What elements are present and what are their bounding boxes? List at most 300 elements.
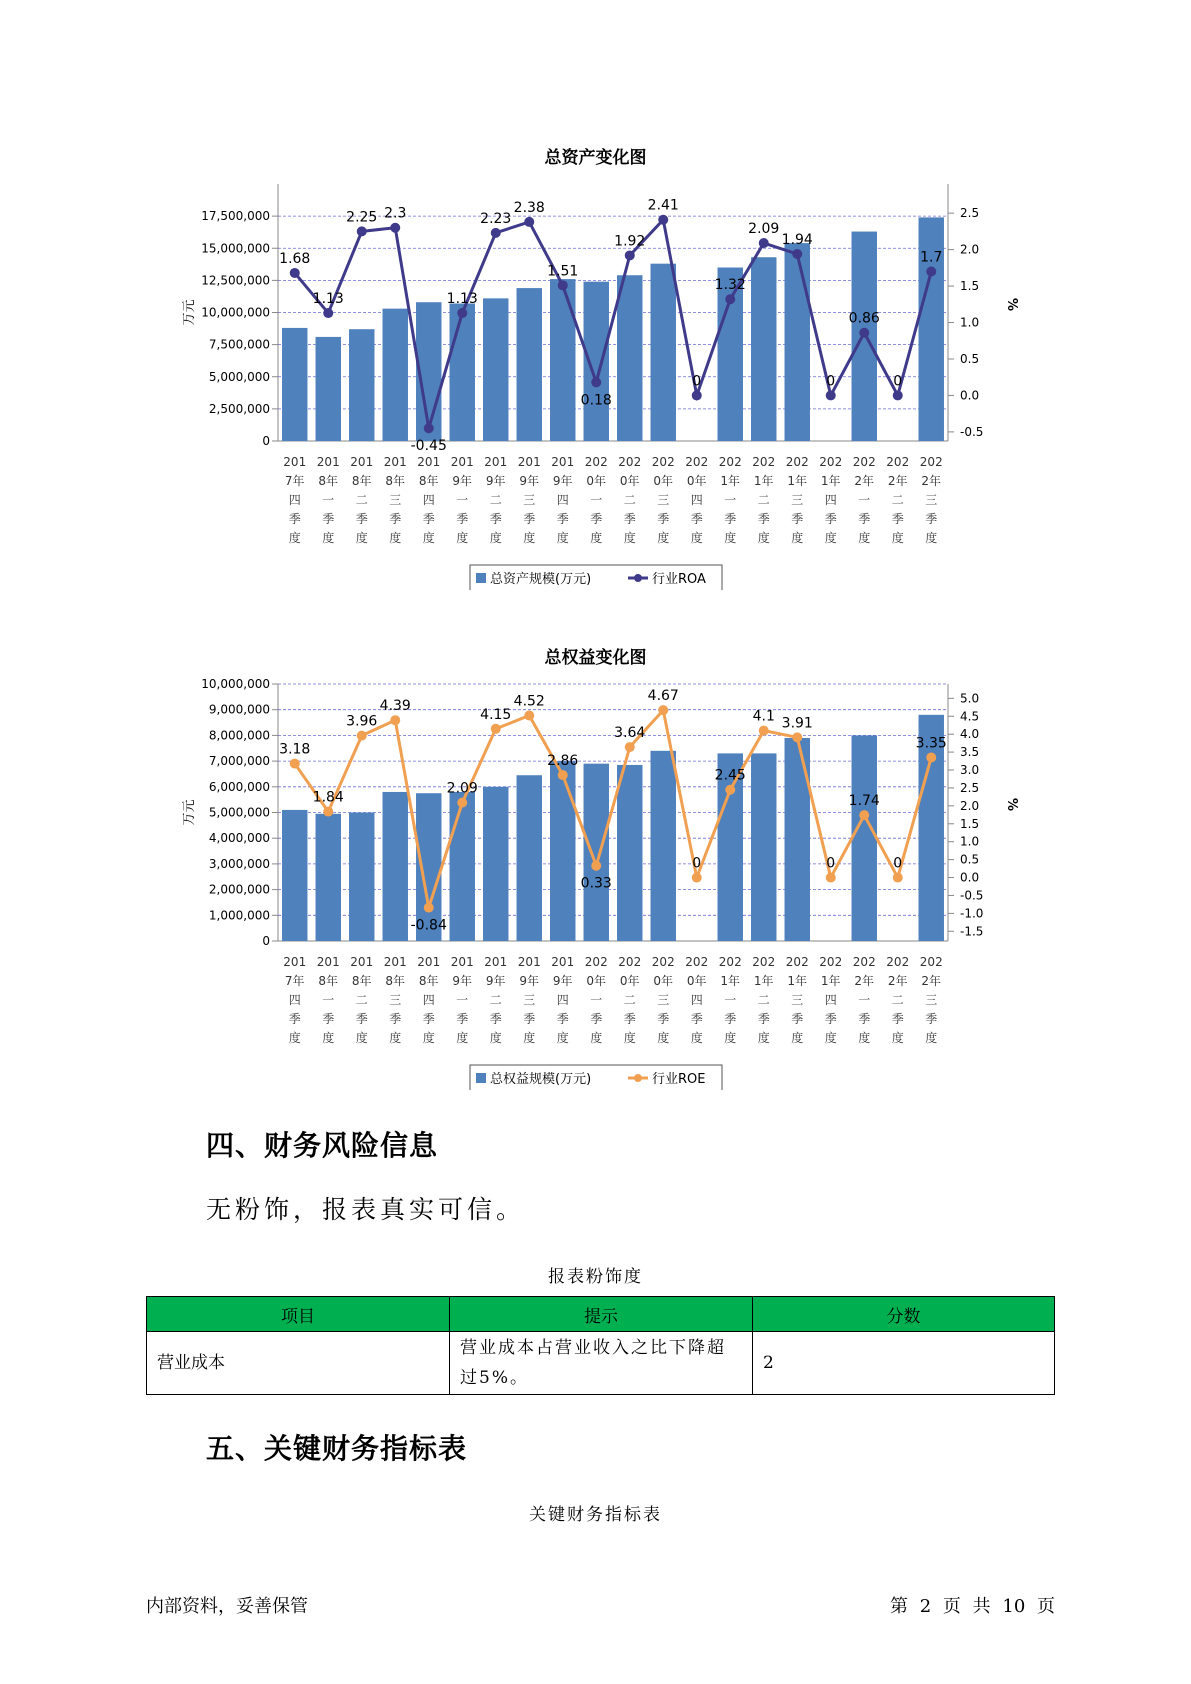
x-tick-label: 1年 bbox=[820, 974, 841, 988]
bar bbox=[349, 329, 374, 441]
y2-tick-label: 5.0 bbox=[960, 691, 980, 706]
x-tick-label: 度 bbox=[489, 531, 502, 545]
x-tick-label: 季 bbox=[322, 512, 335, 526]
header-hint: 提示 bbox=[450, 1297, 753, 1332]
line-point bbox=[390, 223, 400, 233]
x-tick-label: 202 bbox=[819, 455, 843, 469]
bar bbox=[349, 813, 374, 942]
x-tick-label: 9年 bbox=[452, 474, 473, 488]
data-label: 1.94 bbox=[781, 231, 813, 248]
x-tick-label: 202 bbox=[651, 455, 675, 469]
y2-tick-label: 4.0 bbox=[960, 727, 980, 742]
x-tick-label: 三 bbox=[791, 993, 804, 1007]
legend-line-marker bbox=[634, 574, 642, 582]
x-tick-label: 季 bbox=[891, 512, 904, 526]
x-tick-label: 1年 bbox=[720, 974, 741, 988]
x-tick-label: 9年 bbox=[519, 474, 540, 488]
data-label: 1.51 bbox=[547, 263, 579, 280]
x-tick-label: 201 bbox=[283, 455, 307, 469]
cell-score: 2 bbox=[753, 1332, 1055, 1395]
y2-tick-label: -1.5 bbox=[960, 924, 984, 939]
line-point bbox=[792, 732, 802, 742]
x-tick-label: 202 bbox=[584, 955, 608, 969]
x-tick-label: 201 bbox=[383, 955, 407, 969]
x-tick-label: 202 bbox=[886, 955, 910, 969]
x-tick-label: 季 bbox=[389, 512, 402, 526]
data-label: 1.13 bbox=[312, 291, 344, 308]
x-tick-label: 度 bbox=[791, 531, 804, 545]
data-label: -0.45 bbox=[410, 438, 447, 455]
line-point bbox=[591, 861, 601, 871]
y2-tick-label: 3.0 bbox=[960, 763, 980, 778]
y2-tick-label: 3.5 bbox=[960, 745, 980, 760]
line-point bbox=[725, 294, 735, 304]
x-tick-label: 二 bbox=[489, 493, 502, 507]
y-tick-label: 6,000,000 bbox=[208, 779, 270, 794]
bar bbox=[316, 337, 341, 441]
line-point bbox=[524, 711, 534, 721]
x-tick-label: 度 bbox=[288, 1031, 301, 1045]
line-point bbox=[558, 280, 568, 290]
x-tick-label: 季 bbox=[858, 1012, 871, 1026]
data-label: 0 bbox=[893, 373, 903, 390]
line-point bbox=[457, 308, 467, 318]
bar bbox=[584, 282, 609, 441]
x-tick-label: 1年 bbox=[753, 974, 774, 988]
x-tick-label: 三 bbox=[523, 993, 536, 1007]
x-tick-label: 季 bbox=[925, 512, 938, 526]
x-tick-label: 202 bbox=[785, 455, 809, 469]
x-tick-label: 季 bbox=[925, 1012, 938, 1026]
line-point bbox=[859, 328, 869, 338]
x-tick-label: 二 bbox=[891, 493, 904, 507]
data-label: 4.67 bbox=[647, 688, 679, 705]
key-metrics-caption: 关键财务指标表 bbox=[529, 1505, 662, 1525]
bar bbox=[617, 275, 642, 441]
y2-tick-label: 1.0 bbox=[960, 834, 980, 849]
x-tick-label: 度 bbox=[355, 1031, 368, 1045]
x-tick-label: 202 bbox=[785, 955, 809, 969]
x-tick-label: 9年 bbox=[485, 974, 506, 988]
data-label: 4.1 bbox=[752, 708, 775, 725]
line-point bbox=[692, 390, 702, 400]
x-tick-label: 一 bbox=[724, 993, 737, 1007]
x-tick-label: 0年 bbox=[686, 974, 707, 988]
x-tick-label: 度 bbox=[724, 1031, 737, 1045]
x-tick-label: 度 bbox=[824, 1031, 837, 1045]
x-tick-label: 三 bbox=[657, 493, 670, 507]
x-tick-label: 度 bbox=[824, 531, 837, 545]
x-tick-label: 8年 bbox=[351, 474, 372, 488]
x-tick-label: 201 bbox=[316, 455, 340, 469]
y-tick-label: 7,500,000 bbox=[208, 337, 270, 352]
y2-tick-label: 2.5 bbox=[960, 780, 980, 795]
x-tick-label: 度 bbox=[858, 531, 871, 545]
bar bbox=[550, 279, 575, 441]
x-tick-label: 8年 bbox=[318, 974, 339, 988]
y2-tick-label: 0.0 bbox=[960, 870, 980, 885]
data-label: 2.3 bbox=[384, 205, 407, 222]
x-tick-label: 季 bbox=[322, 1012, 335, 1026]
x-tick-label: 1年 bbox=[787, 974, 808, 988]
bar bbox=[450, 304, 475, 441]
line-point bbox=[893, 390, 903, 400]
x-tick-label: 9年 bbox=[519, 974, 540, 988]
x-tick-label: 四 bbox=[824, 493, 837, 507]
line-point bbox=[926, 752, 936, 762]
line-point bbox=[424, 423, 434, 433]
x-tick-label: 度 bbox=[456, 1031, 469, 1045]
x-tick-label: 四 bbox=[690, 493, 703, 507]
x-tick-label: 8年 bbox=[385, 474, 406, 488]
x-tick-label: 季 bbox=[456, 1012, 469, 1026]
x-tick-label: 季 bbox=[657, 1012, 670, 1026]
x-tick-label: 三 bbox=[791, 493, 804, 507]
x-tick-label: 8年 bbox=[385, 974, 406, 988]
data-label: 0 bbox=[692, 855, 702, 872]
x-tick-label: 三 bbox=[389, 993, 402, 1007]
y-tick-label: 12,500,000 bbox=[201, 273, 270, 288]
x-tick-label: 0年 bbox=[653, 974, 674, 988]
x-tick-label: 三 bbox=[523, 493, 536, 507]
data-label: 1.92 bbox=[614, 233, 646, 250]
y2-tick-label: 0.5 bbox=[960, 351, 980, 366]
x-tick-label: 度 bbox=[590, 1031, 603, 1045]
x-tick-label: 度 bbox=[489, 1031, 502, 1045]
x-tick-label: 度 bbox=[590, 531, 603, 545]
header-item: 项目 bbox=[147, 1297, 450, 1332]
x-tick-label: 202 bbox=[718, 455, 742, 469]
data-label: 2.09 bbox=[748, 221, 780, 238]
x-tick-label: 201 bbox=[484, 955, 508, 969]
line-point bbox=[290, 759, 300, 769]
x-tick-label: 度 bbox=[355, 531, 368, 545]
x-tick-label: 度 bbox=[657, 531, 670, 545]
x-tick-label: 季 bbox=[757, 512, 770, 526]
bar bbox=[483, 787, 508, 941]
y-tick-label: 17,500,000 bbox=[201, 209, 270, 224]
x-tick-label: 一 bbox=[322, 993, 335, 1007]
line-point bbox=[290, 268, 300, 278]
line-point bbox=[323, 308, 333, 318]
y2-tick-label: 2.0 bbox=[960, 242, 980, 257]
chart1-title: 总资产变化图 bbox=[544, 148, 647, 168]
y2-tick-label: -0.5 bbox=[960, 888, 984, 903]
y-tick-label: 0 bbox=[262, 934, 270, 948]
x-tick-label: 1年 bbox=[787, 474, 808, 488]
y-tick-label: 5,000,000 bbox=[208, 369, 270, 384]
x-tick-label: 201 bbox=[283, 955, 307, 969]
line-point bbox=[893, 873, 903, 883]
line-point bbox=[826, 873, 836, 883]
y-axis-label: 万元 bbox=[182, 799, 197, 826]
x-tick-label: 度 bbox=[623, 531, 636, 545]
x-tick-label: 度 bbox=[322, 531, 335, 545]
bar bbox=[316, 814, 341, 941]
x-tick-label: 度 bbox=[322, 1031, 335, 1045]
line-point bbox=[491, 228, 501, 238]
legend-bar-swatch bbox=[476, 1073, 486, 1083]
y2-tick-label: 0.5 bbox=[960, 852, 980, 867]
data-label: -0.84 bbox=[410, 917, 447, 934]
data-label: 2.09 bbox=[446, 780, 478, 797]
x-tick-label: 二 bbox=[623, 993, 636, 1007]
x-tick-label: 度 bbox=[456, 531, 469, 545]
y2-axis-label: % bbox=[1004, 297, 1019, 312]
data-label: 4.39 bbox=[379, 698, 411, 715]
x-tick-label: 201 bbox=[450, 455, 474, 469]
x-tick-label: 一 bbox=[590, 993, 603, 1007]
bar bbox=[282, 328, 307, 441]
x-tick-label: 201 bbox=[484, 455, 508, 469]
y-tick-label: 3,000,000 bbox=[208, 856, 270, 871]
x-tick-label: 202 bbox=[618, 955, 642, 969]
x-tick-label: 季 bbox=[824, 512, 837, 526]
line-point bbox=[390, 715, 400, 725]
x-tick-label: 四 bbox=[690, 993, 703, 1007]
x-tick-label: 2年 bbox=[887, 474, 908, 488]
x-tick-label: 201 bbox=[450, 955, 474, 969]
bar bbox=[651, 264, 676, 441]
bar bbox=[852, 735, 877, 941]
y2-tick-label: 1.0 bbox=[960, 315, 980, 330]
x-tick-label: 季 bbox=[556, 1012, 569, 1026]
y-tick-label: 5,000,000 bbox=[208, 805, 270, 820]
x-tick-label: 四 bbox=[824, 993, 837, 1007]
line-point bbox=[457, 798, 467, 808]
header-score: 分数 bbox=[753, 1297, 1055, 1332]
x-tick-label: 201 bbox=[417, 455, 441, 469]
x-tick-label: 201 bbox=[316, 955, 340, 969]
x-tick-label: 度 bbox=[389, 1031, 402, 1045]
x-tick-label: 度 bbox=[757, 1031, 770, 1045]
x-tick-label: 9年 bbox=[485, 474, 506, 488]
x-tick-label: 2年 bbox=[854, 974, 875, 988]
footer-confidential: 内部资料，妥善保管 bbox=[146, 1596, 308, 1617]
data-label: 0 bbox=[893, 855, 903, 872]
data-label: 1.32 bbox=[714, 277, 746, 294]
x-tick-label: 季 bbox=[288, 1012, 301, 1026]
x-tick-label: 季 bbox=[690, 1012, 703, 1026]
x-tick-label: 二 bbox=[355, 993, 368, 1007]
x-tick-label: 季 bbox=[724, 1012, 737, 1026]
y-tick-label: 2,000,000 bbox=[208, 882, 270, 897]
line-point bbox=[323, 807, 333, 817]
data-label: 4.15 bbox=[480, 706, 512, 723]
x-tick-label: 季 bbox=[623, 1012, 636, 1026]
x-tick-label: 季 bbox=[523, 1012, 536, 1026]
x-tick-label: 季 bbox=[422, 1012, 435, 1026]
legend-line-marker bbox=[634, 1074, 642, 1082]
x-tick-label: 度 bbox=[724, 531, 737, 545]
y2-axis-label: % bbox=[1004, 797, 1019, 812]
x-tick-label: 202 bbox=[651, 955, 675, 969]
x-tick-label: 度 bbox=[556, 531, 569, 545]
line-point bbox=[591, 377, 601, 387]
x-tick-label: 季 bbox=[355, 1012, 368, 1026]
bar bbox=[450, 792, 475, 941]
y2-tick-label: 0.0 bbox=[960, 388, 980, 403]
line-point bbox=[524, 217, 534, 227]
x-tick-label: 202 bbox=[718, 955, 742, 969]
y-tick-label: 10,000,000 bbox=[201, 305, 270, 320]
y2-tick-label: 1.5 bbox=[960, 279, 980, 294]
total-assets-chart bbox=[0, 170, 1191, 590]
x-tick-label: 201 bbox=[417, 955, 441, 969]
line-point bbox=[826, 390, 836, 400]
bar bbox=[651, 751, 676, 941]
x-tick-label: 1年 bbox=[753, 474, 774, 488]
section4-heading: 四、财务风险信息 bbox=[206, 1129, 439, 1162]
x-tick-label: 季 bbox=[657, 512, 670, 526]
line-point bbox=[491, 724, 501, 734]
line-point bbox=[357, 226, 367, 236]
x-tick-label: 一 bbox=[724, 493, 737, 507]
line-point bbox=[424, 903, 434, 913]
x-tick-label: 三 bbox=[925, 493, 938, 507]
x-tick-label: 季 bbox=[791, 512, 804, 526]
x-tick-label: 季 bbox=[623, 512, 636, 526]
legend-line-label: 行业ROA bbox=[652, 572, 706, 587]
y-tick-label: 1,000,000 bbox=[208, 908, 270, 923]
bar bbox=[584, 764, 609, 941]
x-tick-label: 季 bbox=[824, 1012, 837, 1026]
x-tick-label: 7年 bbox=[284, 974, 305, 988]
line-point bbox=[859, 810, 869, 820]
data-label: 1.74 bbox=[848, 793, 880, 810]
x-tick-label: 度 bbox=[389, 531, 402, 545]
line-point bbox=[725, 785, 735, 795]
legend-bar-label: 总权益规模(万元) bbox=[490, 1072, 592, 1087]
x-tick-label: 201 bbox=[350, 455, 374, 469]
x-tick-label: 二 bbox=[757, 993, 770, 1007]
bar bbox=[282, 810, 307, 941]
bar bbox=[785, 243, 810, 441]
cell-item: 营业成本 bbox=[147, 1332, 450, 1395]
x-tick-label: 四 bbox=[422, 993, 435, 1007]
bar bbox=[517, 288, 542, 441]
total-equity-chart bbox=[0, 670, 1191, 1090]
y-tick-label: 2,500,000 bbox=[208, 401, 270, 416]
x-tick-label: 季 bbox=[724, 512, 737, 526]
y-tick-label: 10,000,000 bbox=[201, 677, 270, 691]
x-tick-label: 一 bbox=[456, 493, 469, 507]
x-tick-label: 三 bbox=[657, 993, 670, 1007]
x-tick-label: 度 bbox=[523, 531, 536, 545]
x-tick-label: 202 bbox=[886, 455, 910, 469]
x-tick-label: 度 bbox=[690, 531, 703, 545]
x-tick-label: 度 bbox=[422, 531, 435, 545]
x-tick-label: 季 bbox=[489, 512, 502, 526]
bar bbox=[483, 298, 508, 441]
data-label: 3.35 bbox=[915, 735, 947, 752]
x-tick-label: 四 bbox=[422, 493, 435, 507]
x-tick-label: 201 bbox=[517, 955, 541, 969]
x-tick-label: 四 bbox=[556, 493, 569, 507]
data-label: 0 bbox=[826, 373, 836, 390]
x-tick-label: 度 bbox=[690, 1031, 703, 1045]
x-tick-label: 7年 bbox=[284, 474, 305, 488]
y2-tick-label: 2.0 bbox=[960, 798, 980, 813]
data-label: 0.86 bbox=[848, 310, 880, 327]
data-label: 3.18 bbox=[279, 741, 311, 758]
bar bbox=[718, 268, 743, 441]
bar bbox=[751, 257, 776, 441]
x-tick-label: 0年 bbox=[586, 474, 607, 488]
line-point bbox=[692, 873, 702, 883]
x-tick-label: 季 bbox=[456, 512, 469, 526]
x-tick-label: 202 bbox=[584, 455, 608, 469]
data-label: 3.64 bbox=[614, 725, 646, 742]
x-tick-label: 季 bbox=[690, 512, 703, 526]
x-tick-label: 201 bbox=[551, 455, 575, 469]
x-tick-label: 2年 bbox=[854, 474, 875, 488]
y2-tick-label: -1.0 bbox=[960, 906, 984, 921]
x-tick-label: 季 bbox=[757, 1012, 770, 1026]
section5-heading: 五、关键财务指标表 bbox=[206, 1432, 468, 1465]
y2-tick-label: 2.5 bbox=[960, 206, 980, 221]
x-tick-label: 度 bbox=[858, 1031, 871, 1045]
data-label: 2.86 bbox=[547, 753, 579, 770]
x-tick-label: 202 bbox=[685, 955, 709, 969]
x-tick-label: 一 bbox=[858, 993, 871, 1007]
x-tick-label: 季 bbox=[355, 512, 368, 526]
x-tick-label: 201 bbox=[383, 455, 407, 469]
x-tick-label: 四 bbox=[288, 993, 301, 1007]
data-label: 0 bbox=[826, 855, 836, 872]
x-tick-label: 四 bbox=[288, 493, 301, 507]
x-tick-label: 201 bbox=[350, 955, 374, 969]
y2-tick-label: 4.5 bbox=[960, 709, 980, 724]
x-tick-label: 9年 bbox=[552, 474, 573, 488]
x-tick-label: 度 bbox=[556, 1031, 569, 1045]
x-tick-label: 202 bbox=[919, 455, 943, 469]
risk-table-header-row bbox=[147, 1297, 1055, 1332]
y2-tick-label: 1.5 bbox=[960, 816, 980, 831]
x-tick-label: 季 bbox=[389, 1012, 402, 1026]
data-label: 1.84 bbox=[312, 789, 344, 806]
data-label: 2.23 bbox=[480, 210, 512, 227]
x-tick-label: 季 bbox=[556, 512, 569, 526]
x-tick-label: 0年 bbox=[653, 474, 674, 488]
x-tick-label: 202 bbox=[852, 955, 876, 969]
legend-line-label: 行业ROE bbox=[652, 1072, 706, 1087]
x-tick-label: 202 bbox=[752, 455, 776, 469]
line-point bbox=[558, 770, 568, 780]
x-tick-label: 二 bbox=[623, 493, 636, 507]
x-tick-label: 季 bbox=[791, 1012, 804, 1026]
x-tick-label: 2年 bbox=[921, 474, 942, 488]
x-tick-label: 201 bbox=[551, 955, 575, 969]
x-tick-label: 8年 bbox=[418, 474, 439, 488]
x-tick-label: 季 bbox=[523, 512, 536, 526]
x-tick-label: 一 bbox=[322, 493, 335, 507]
x-tick-label: 202 bbox=[852, 455, 876, 469]
x-tick-label: 季 bbox=[422, 512, 435, 526]
data-label: 1.13 bbox=[446, 291, 478, 308]
data-label: 3.96 bbox=[346, 713, 378, 730]
data-label: 2.38 bbox=[513, 199, 545, 216]
x-tick-label: 度 bbox=[657, 1031, 670, 1045]
y-tick-label: 8,000,000 bbox=[208, 728, 270, 743]
line-point bbox=[625, 250, 635, 260]
x-tick-label: 季 bbox=[288, 512, 301, 526]
x-tick-label: 二 bbox=[757, 493, 770, 507]
x-tick-label: 度 bbox=[757, 531, 770, 545]
x-tick-label: 9年 bbox=[552, 974, 573, 988]
line-point bbox=[625, 742, 635, 752]
bar bbox=[383, 309, 408, 441]
